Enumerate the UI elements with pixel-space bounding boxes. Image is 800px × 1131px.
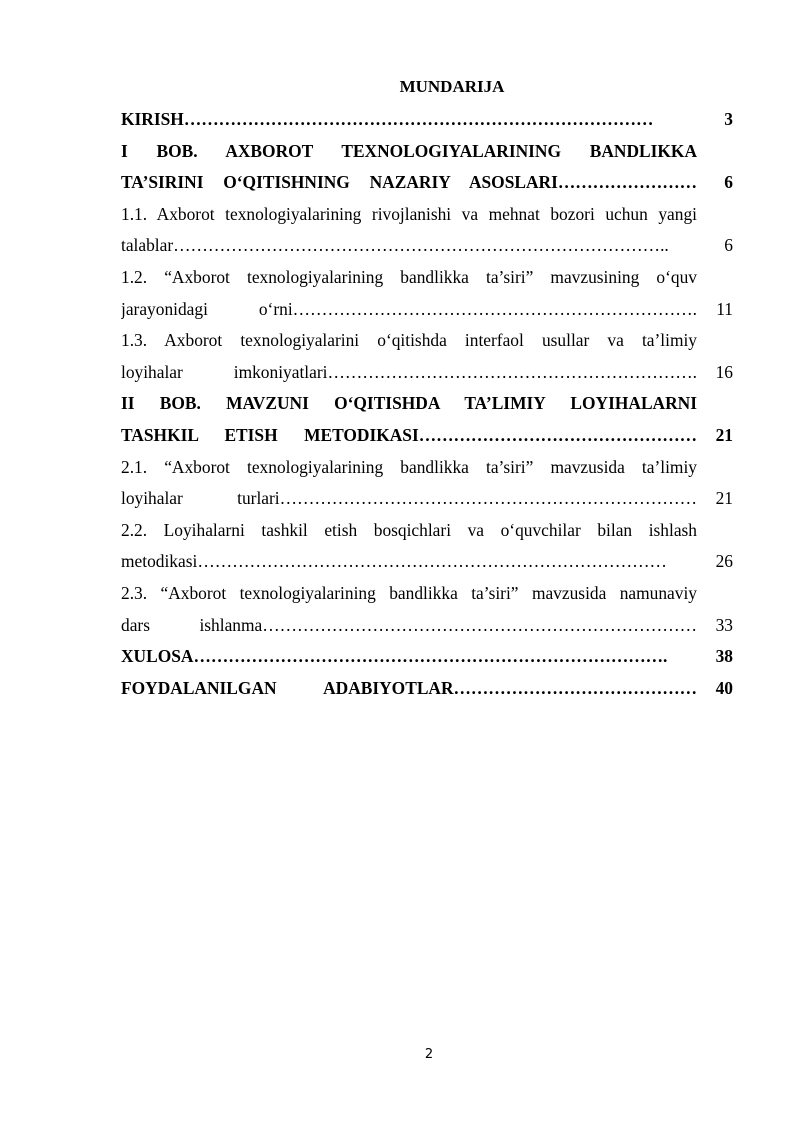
toc-page-number: 21 [715, 424, 733, 445]
toc-page-number: 40 [715, 677, 733, 698]
toc-entry [121, 388, 733, 451]
table-of-contents [121, 104, 733, 704]
toc-entry [121, 452, 733, 515]
toc-entry-text [121, 641, 697, 673]
page-number: 2 [424, 1047, 434, 1062]
toc-entry-line: KIRISH……………………………………………………………………… [121, 109, 654, 129]
toc-entry-line: FOYDALANILGAN ADABIYOTLAR…………………………………… [121, 677, 697, 698]
toc-entry [121, 641, 733, 673]
toc-entry-line: loyihalar turlari……………………………………………………………… [121, 488, 697, 509]
toc-entry-line: metodikasi……………………………………………………………………… [121, 551, 667, 572]
toc-entry-text [121, 136, 697, 199]
page-title: MUNDARIJA [399, 77, 505, 96]
toc-entry-line: 1.2. “Axborot texnologiyalarining bandlikka ta’siri” mavzusining o‘quv [121, 266, 697, 287]
toc-page-number: 21 [715, 488, 733, 509]
toc-entry-line: loyihalar imkoniyatlari………………………………………………………. [121, 361, 697, 382]
toc-entry-text [121, 515, 697, 578]
toc-entry [121, 199, 733, 262]
toc-entry-text [121, 104, 697, 136]
toc-entry [121, 325, 733, 388]
toc-entry [121, 578, 733, 641]
toc-entry [121, 673, 733, 705]
toc-entry [121, 515, 733, 578]
toc-page-number: 16 [715, 361, 733, 382]
toc-entry [121, 262, 733, 325]
toc-page-number: 6 [724, 172, 733, 193]
toc-entry-line: I BOB. AXBOROT TEXNOLOGIYALARINING BANDLIKKA [121, 140, 697, 161]
toc-page-number: 26 [715, 551, 733, 572]
toc-entry-line: 1.1. Axborot texnologiyalarining rivojlanishi va mehnat bozori uchun yangi [121, 203, 697, 224]
toc-entry-line: 2.2. Loyihalarni tashkil etish bosqichlari va o‘quvchilar bilan ishlash [121, 519, 697, 540]
toc-entry-line: II BOB. MAVZUNI O‘QITISHDA TA’LIMIY LOYIHALARNI [121, 393, 697, 414]
toc-entry-line: talablar………………………………………………………………………….. [121, 235, 669, 256]
toc-entry [121, 104, 733, 136]
toc-entry-line: TA’SIRINI O‘QITISHNING NAZARIY ASOSLARI…………………… [121, 172, 697, 193]
toc-entry-text [121, 452, 697, 515]
toc-entry [121, 136, 733, 199]
toc-entry-text [121, 578, 697, 641]
toc-entry-line: jarayonidagi o‘rni……………………………………………………………. [121, 298, 697, 319]
toc-entry-text [121, 325, 697, 388]
toc-page-number: 3 [724, 109, 733, 129]
toc-entry-line: dars ishlanma………………………………………………………………… [121, 614, 697, 635]
toc-page-number: 11 [716, 298, 733, 319]
toc-entry-text [121, 388, 697, 451]
toc-entry-text [121, 199, 697, 262]
toc-entry-line: XULOSA………………………………………………………………………. [121, 646, 668, 667]
toc-entry-text [121, 673, 697, 705]
toc-entry-line: TASHKIL ETISH METODIKASI………………………………………… [121, 424, 697, 445]
toc-page-number: 33 [715, 614, 733, 635]
toc-entry-line: 2.3. “Axborot texnologiyalarining bandlikka ta’siri” mavzusida namunaviy [121, 582, 697, 603]
toc-page-number: 38 [715, 646, 733, 667]
toc-entry-line: 2.1. “Axborot texnologiyalarining bandlikka ta’siri” mavzusida ta’limiy [121, 456, 697, 477]
toc-entry-line: 1.3. Axborot texnologiyalarini o‘qitishda interfaol usullar va ta’limiy [121, 330, 697, 351]
toc-page-number: 6 [724, 235, 733, 256]
toc-entry-text [121, 262, 697, 325]
